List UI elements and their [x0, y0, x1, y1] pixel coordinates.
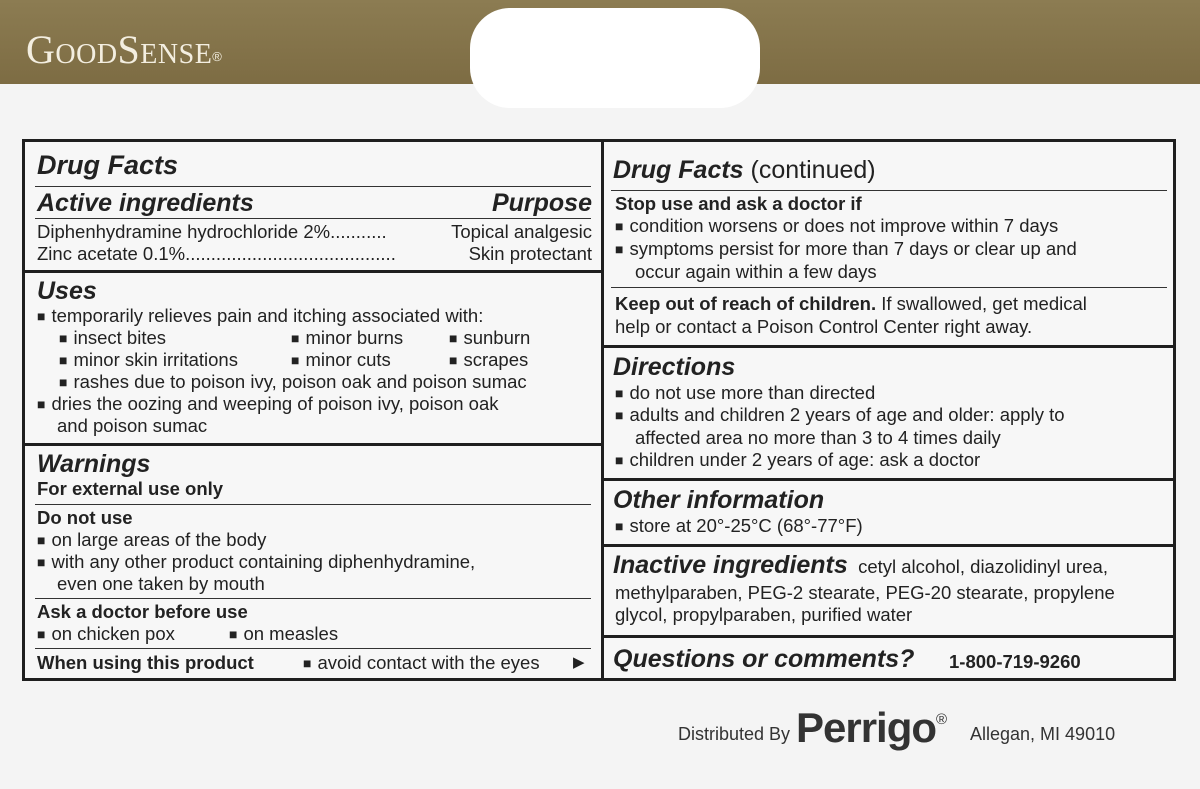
rule [35, 186, 591, 187]
section-rule [25, 443, 604, 446]
stop-use-item-cont: occur again within a few days [635, 261, 877, 282]
drug-facts-title: Drug Facts [37, 150, 179, 180]
stop-use-item: ■ symptoms persist for more than 7 days or clear up and [615, 238, 1077, 261]
section-rule [601, 345, 1173, 348]
continue-arrow-icon: ▶ [573, 654, 585, 671]
stop-use-heading: Stop use and ask a doctor if [615, 193, 862, 214]
section-rule [601, 544, 1173, 547]
distributed-by: Distributed By [678, 724, 791, 744]
uses-rashes: ■ rashes due to poison ivy, poison oak and poison sumac [59, 371, 527, 394]
directions-heading: Directions [613, 353, 736, 381]
external-use-only: For external use only [37, 478, 224, 499]
uses-item: ■ minor burns [291, 327, 403, 350]
keep-out-line2: help or contact a Poison Control Center right away. [615, 316, 1033, 337]
when-using-heading: When using this product [37, 652, 254, 673]
uses-dries: ■ dries the oozing and weeping of poison ivy, poison oak [37, 393, 499, 416]
ingredient-row-1: Diphenhydramine hydrochloride 2%........... [37, 221, 387, 242]
questions-heading: Questions or comments? [613, 645, 915, 673]
do-not-use-item: ■ on large areas of the body [37, 529, 266, 552]
brand-logo: GoodSense® [26, 27, 223, 72]
inactive-line3: glycol, propylparaben, purified water [615, 604, 913, 625]
directions-item-cont: affected area no more than 3 to 4 times daily [635, 427, 1001, 448]
section-rule [25, 270, 604, 273]
do-not-use-cont: even one taken by mouth [57, 573, 265, 594]
uses-item: ■ sunburn [449, 327, 530, 350]
ask-doctor-item: ■ on chicken pox [37, 623, 175, 646]
questions-phone: 1-800-719-9260 [949, 651, 1081, 672]
warnings-heading: Warnings [37, 450, 151, 478]
do-not-use-heading: Do not use [37, 507, 133, 528]
rule [35, 504, 591, 505]
directions-item: ■ adults and children 2 years of age and older: apply to [615, 404, 1065, 427]
stop-use-item: ■ condition worsens or does not improve within 7 days [615, 215, 1058, 238]
other-info-heading: Other information [613, 486, 825, 514]
section-rule [601, 478, 1173, 481]
purpose-heading: Purpose [491, 189, 592, 217]
uses-heading: Uses [37, 277, 97, 305]
other-info-item: ■ store at 20°-25°C (68°-77°F) [615, 515, 863, 538]
purpose-row-2: Skin protectant [468, 243, 592, 264]
uses-lead: ■ temporarily relieves pain and itching associated with: [37, 305, 483, 328]
uses-item: ■ minor cuts [291, 349, 391, 372]
distributor-address: Allegan, MI 49010 [970, 724, 1116, 744]
inactive-line1: Inactive ingredients cetyl alcohol, diazolidinyl urea, [613, 551, 1108, 579]
inactive-line2: methylparaben, PEG-2 stearate, PEG-20 stearate, propylene [615, 582, 1115, 603]
perrigo-logo: Perrigo® [796, 704, 947, 751]
uses-item: ■ minor skin irritations [59, 349, 238, 372]
ask-doctor-item: ■ on measles [229, 623, 338, 646]
rule [611, 287, 1167, 288]
directions-item: ■ children under 2 years of age: ask a doctor [615, 449, 980, 472]
rule [35, 648, 591, 649]
drug-facts-panel [22, 139, 1176, 681]
ingredient-row-2: Zinc acetate 0.1%......................................... [37, 243, 396, 264]
keep-out-line1: Keep out of reach of children. If swallowed, get medical [615, 293, 1087, 314]
purpose-row-1: Topical analgesic [451, 221, 592, 242]
rule [35, 598, 591, 599]
rule [611, 190, 1167, 191]
uses-item: ■ insect bites [59, 327, 166, 350]
rule [35, 218, 591, 219]
continued-title: Drug Facts (continued) [613, 156, 876, 184]
column-divider [601, 142, 604, 678]
when-using-item: ■ avoid contact with the eyes [303, 652, 540, 675]
directions-item: ■ do not use more than directed [615, 382, 875, 405]
uses-item: ■ scrapes [449, 349, 528, 372]
uses-dries-cont: and poison sumac [57, 415, 208, 436]
ask-doctor-heading: Ask a doctor before use [37, 601, 248, 622]
do-not-use-item: ■ with any other product containing diphenhydramine, [37, 551, 475, 574]
active-ingredients-heading: Active ingredients [37, 189, 254, 217]
section-rule [601, 635, 1173, 638]
hang-tab-slot [470, 8, 760, 108]
